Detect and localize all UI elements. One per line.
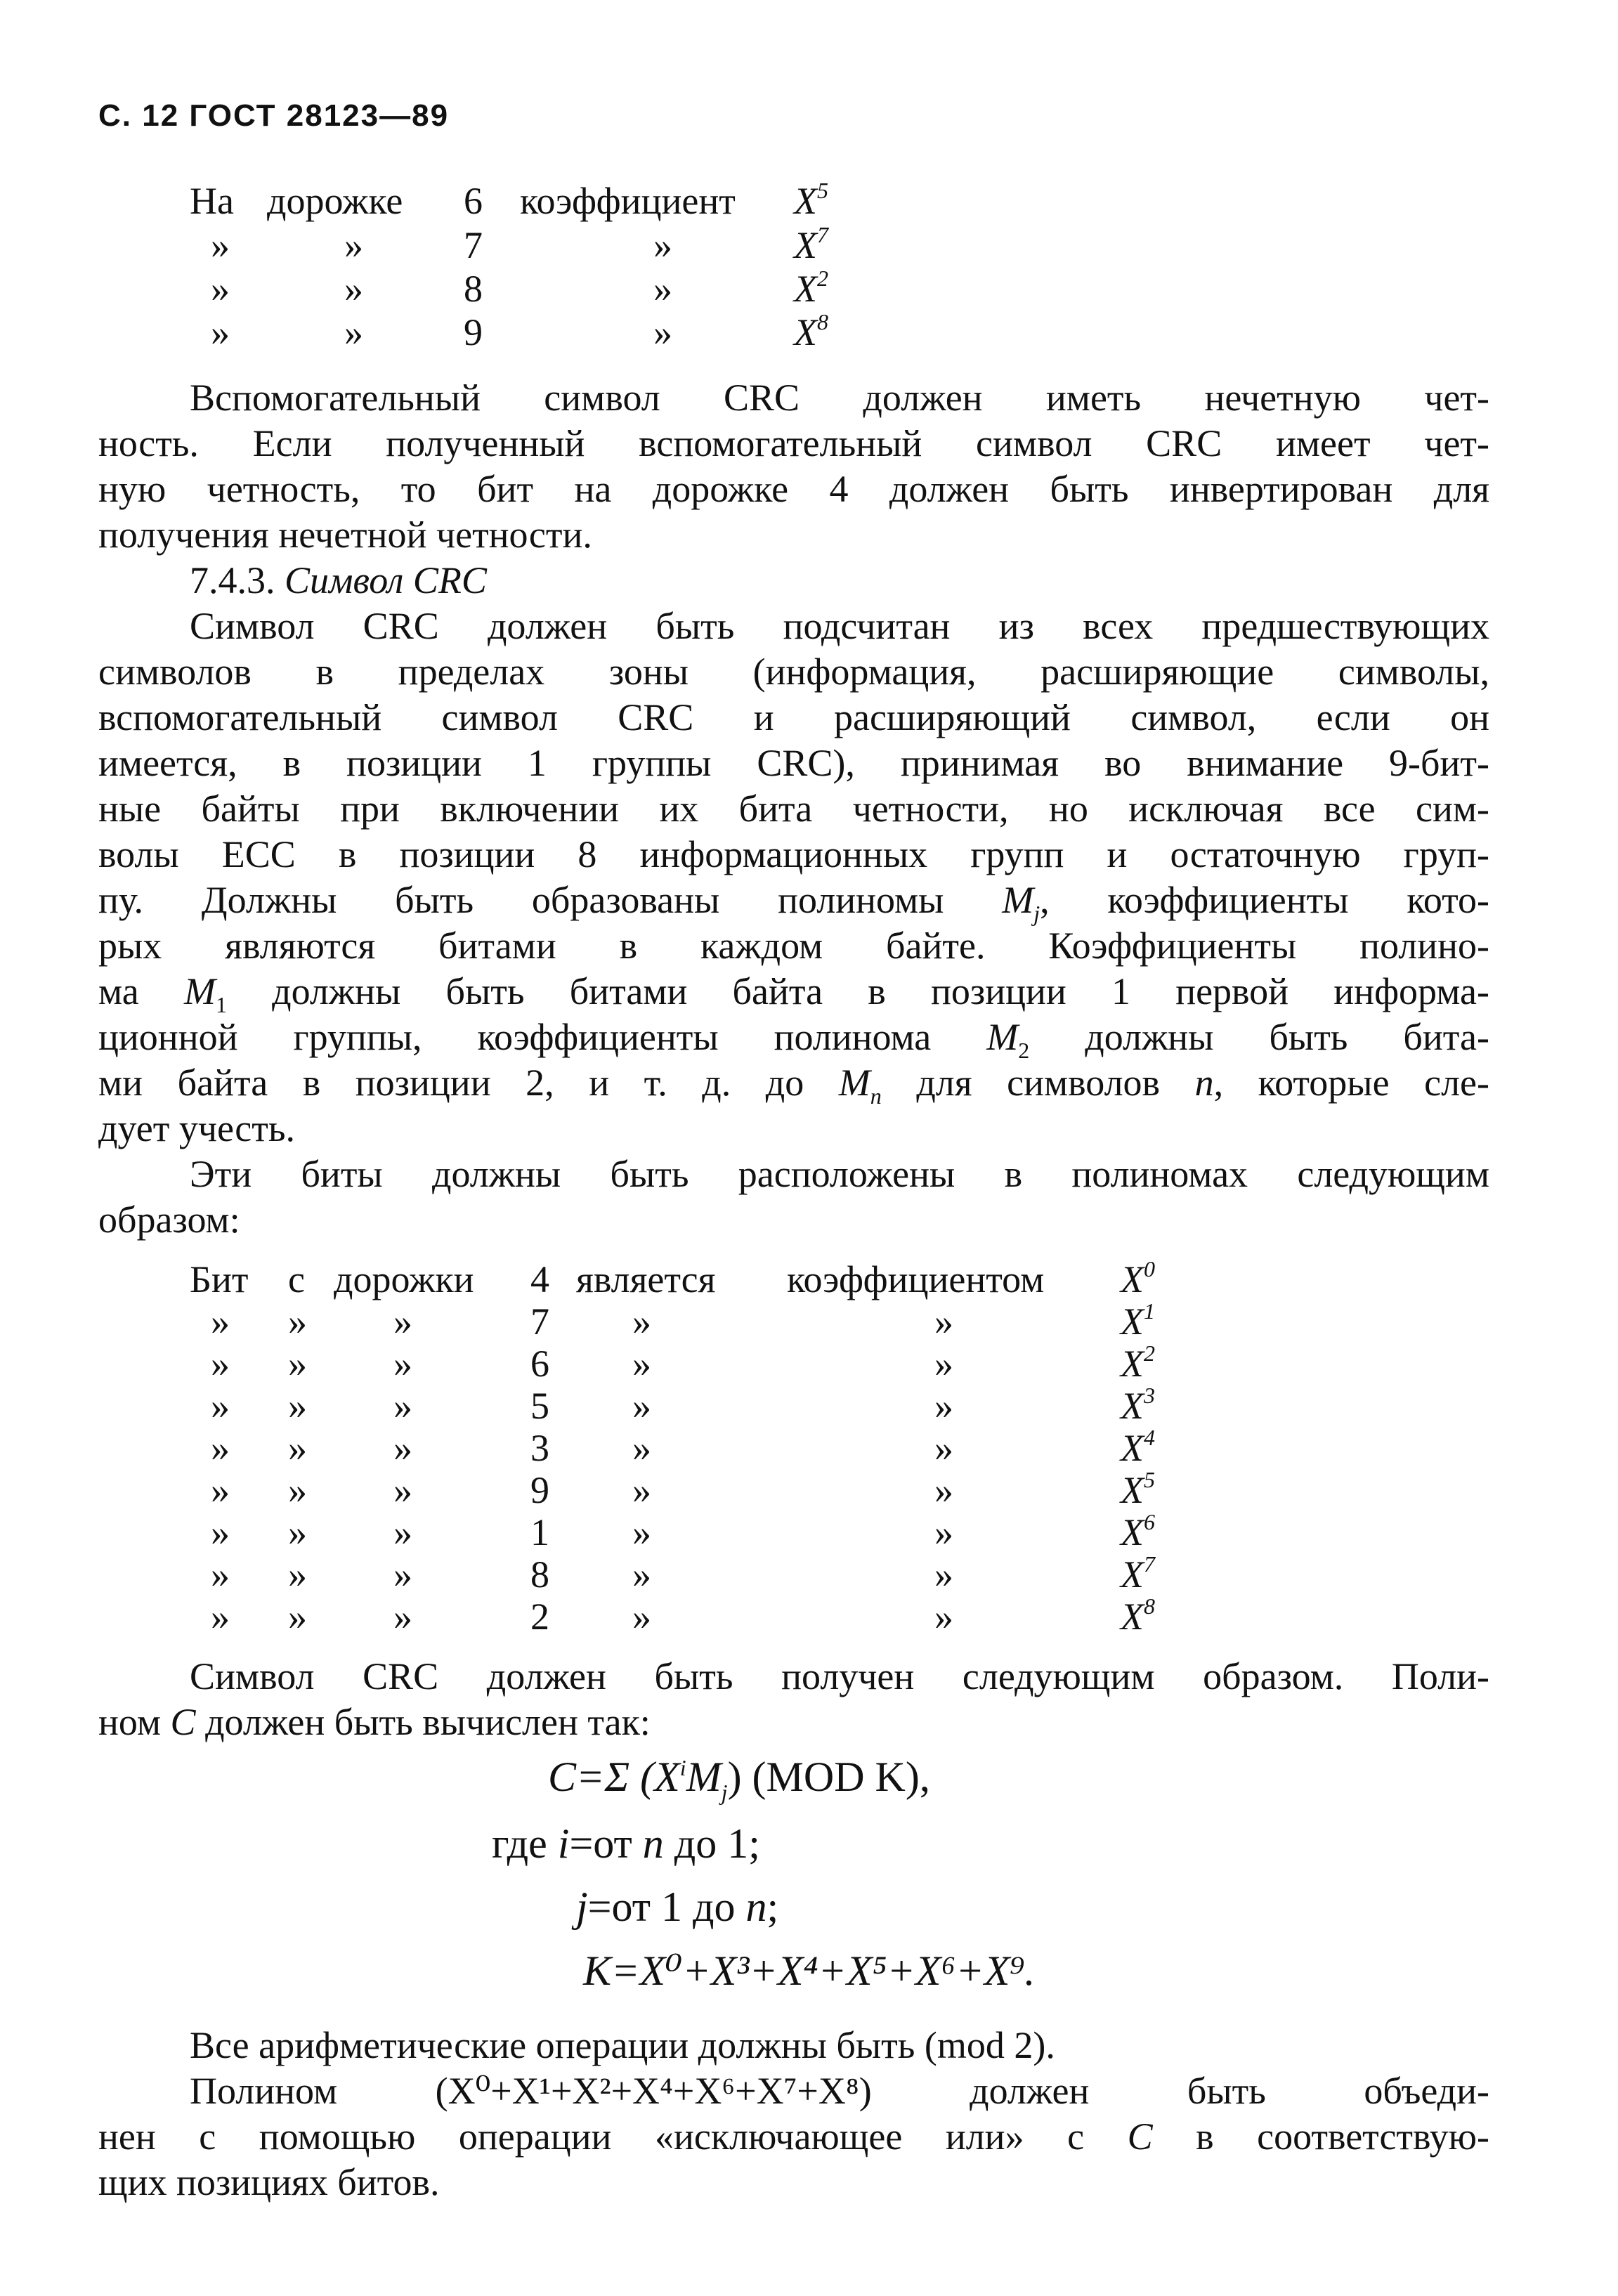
ditto-mark: » — [393, 1385, 412, 1427]
page-header: С. 12 ГОСТ 28123—89 — [98, 98, 450, 133]
ditto-mark: » — [344, 268, 363, 310]
ditto-mark: » — [632, 1300, 651, 1343]
ditto-mark: » — [934, 1300, 953, 1343]
ditto-mark: » — [211, 1427, 230, 1469]
table-cell: коэффициент — [520, 180, 736, 222]
paragraph-line: ма $M_1$ должны быть битами байта в позиции 1 первой информа- — [98, 970, 1489, 1017]
ditto-mark: » — [632, 1343, 651, 1385]
table-cell: 1 — [530, 1511, 549, 1553]
ditto-mark: » — [344, 311, 363, 353]
ditto-mark: » — [211, 1596, 230, 1638]
ditto-mark: » — [393, 1300, 412, 1343]
section-heading: 7.4.3. Символ CRC — [190, 559, 487, 601]
table-cell: 5 — [530, 1385, 549, 1427]
paragraph-line: ные байты при включении их бита четности, но исключая все сим- — [98, 788, 1489, 830]
table-cell: 3 — [530, 1427, 549, 1469]
table-cell: является — [576, 1258, 716, 1300]
paragraph-line: Символ CRC должен быть подсчитан из всех предшествующих — [190, 605, 1489, 647]
ditto-mark: » — [211, 311, 230, 353]
ditto-mark: » — [211, 1300, 230, 1343]
table-cell: 7 — [530, 1300, 549, 1343]
ditto-mark: » — [393, 1343, 412, 1385]
ditto-mark: » — [344, 224, 363, 266]
ditto-mark: » — [632, 1427, 651, 1469]
table-cell: 2 — [530, 1596, 549, 1638]
table-cell: 7 — [464, 224, 483, 266]
table-cell: $X^5$ — [794, 178, 828, 222]
crc-formula: C=Σ $(X^iM_j)$ (MOD K), — [548, 1754, 930, 1805]
formula-condition-i: где i=от n до 1; — [492, 1820, 760, 1867]
paragraph-line: Вспомогательный символ CRC должен иметь нечетную чет- — [190, 377, 1489, 419]
ditto-mark: » — [934, 1343, 953, 1385]
paragraph-line: Полином (X⁰+X¹+X²+X⁴+X⁶+X⁷+X⁸) должен быть объеди- — [190, 2070, 1489, 2112]
paragraph-line: пу. Должны быть образованы полиномы $M_j$, коэффициенты кото- — [98, 879, 1489, 926]
ditto-mark: » — [653, 224, 672, 266]
ditto-mark: » — [393, 1511, 412, 1553]
ditto-mark: » — [288, 1596, 307, 1638]
ditto-mark: » — [934, 1553, 953, 1596]
table-cell: $X^8$ — [794, 309, 828, 353]
ditto-mark: » — [211, 1511, 230, 1553]
ditto-mark: » — [211, 268, 230, 310]
ditto-mark: » — [288, 1553, 307, 1596]
table-cell: $X^7$ — [1121, 1551, 1155, 1596]
ditto-mark: » — [632, 1385, 651, 1427]
table-cell: с — [288, 1258, 305, 1300]
table-cell: дорожки — [334, 1258, 474, 1300]
paragraph-line: дует учесть. — [98, 1107, 295, 1149]
ditto-mark: » — [653, 311, 672, 353]
ditto-mark: » — [393, 1596, 412, 1638]
ditto-mark: » — [632, 1469, 651, 1511]
ditto-mark: » — [211, 1385, 230, 1427]
ditto-mark: » — [632, 1596, 651, 1638]
paragraph-line: вспомогательный символ CRC и расширяющий символ, если он — [98, 696, 1489, 738]
table-cell: $X^7$ — [794, 222, 828, 266]
ditto-mark: » — [288, 1469, 307, 1511]
ditto-mark: » — [288, 1300, 307, 1343]
table-cell: 8 — [530, 1553, 549, 1596]
table-cell: 6 — [530, 1343, 549, 1385]
paragraph-line: образом: — [98, 1199, 240, 1241]
table-cell: $X^4$ — [1121, 1425, 1155, 1469]
ditto-mark: » — [211, 224, 230, 266]
paragraph-line: рых являются битами в каждом байте. Коэффициенты полино- — [98, 925, 1489, 967]
table-cell: $X^1$ — [1121, 1298, 1155, 1343]
ditto-mark: » — [393, 1427, 412, 1469]
table-cell: 9 — [530, 1469, 549, 1511]
table-cell: $X^3$ — [1121, 1383, 1155, 1427]
table-cell: $X^6$ — [1121, 1509, 1155, 1553]
paragraph-line: ную четность, то бит на дорожке 4 должен быть инвертирован для — [98, 468, 1489, 510]
table-cell: 6 — [464, 180, 483, 222]
ditto-mark: » — [393, 1469, 412, 1511]
formula-condition-j: j=от 1 до n; — [576, 1884, 779, 1930]
table-cell: $X^8$ — [1121, 1593, 1155, 1638]
paragraph-line: символов в пределах зоны (информация, расширяющие символы, — [98, 651, 1489, 693]
paragraph-line: ном C должен быть вычислен так: — [98, 1701, 651, 1743]
paragraph-line: Эти биты должны быть расположены в полиномах следующим — [190, 1153, 1489, 1195]
table-cell: $X^5$ — [1121, 1467, 1155, 1511]
table-cell: $X^0$ — [1121, 1256, 1155, 1300]
paragraph-line: Символ CRC должен быть получен следующим образом. Поли- — [190, 1655, 1489, 1697]
paragraph-line: имеется, в позиции 1 группы CRC), принимая во внимание 9-бит- — [98, 742, 1489, 784]
ditto-mark: » — [288, 1427, 307, 1469]
table-cell: коэффициентом — [787, 1258, 1045, 1300]
paragraph-line: ность. Если полученный вспомогательный символ CRC имеет чет- — [98, 422, 1489, 464]
table-cell: $X^2$ — [794, 266, 828, 310]
ditto-mark: » — [934, 1596, 953, 1638]
paragraph-line: ми байта в позиции 2, и т. д. до $M_n$ для символов n, которые сле- — [98, 1062, 1489, 1109]
ditto-mark: » — [934, 1385, 953, 1427]
paragraph-line: нен с помощью операции «исключающее или» с C в соответствую- — [98, 2115, 1489, 2158]
table-cell: $X^2$ — [1121, 1341, 1155, 1385]
table-cell: Бит — [190, 1258, 249, 1300]
ditto-mark: » — [211, 1553, 230, 1596]
table-cell: 8 — [464, 268, 483, 310]
paragraph-line: получения нечетной четности. — [98, 514, 592, 556]
ditto-mark: » — [934, 1469, 953, 1511]
table-cell: 9 — [464, 311, 483, 353]
table-cell: На — [190, 180, 234, 222]
paragraph-line: Все арифметические операции должны быть (mod 2). — [190, 2024, 1055, 2066]
ditto-mark: » — [934, 1511, 953, 1553]
ditto-mark: » — [288, 1343, 307, 1385]
ditto-mark: » — [288, 1511, 307, 1553]
ditto-mark: » — [211, 1343, 230, 1385]
table-cell: 4 — [530, 1258, 549, 1300]
paragraph-line: щих позициях битов. — [98, 2161, 440, 2203]
ditto-mark: » — [211, 1469, 230, 1511]
ditto-mark: » — [934, 1427, 953, 1469]
ditto-mark: » — [393, 1553, 412, 1596]
ditto-mark: » — [288, 1385, 307, 1427]
paragraph-line: ционной группы, коэффициенты полинома $M_2$ должны быть бита- — [98, 1016, 1490, 1063]
ditto-mark: » — [632, 1511, 651, 1553]
table-cell: дорожке — [267, 180, 403, 222]
paragraph-line: волы ЕСС в позиции 8 информационных групп и остаточную груп- — [98, 833, 1489, 875]
ditto-mark: » — [632, 1553, 651, 1596]
generator-polynomial: K=X⁰+X³+X⁴+X⁵+X⁶+X⁹. — [583, 1948, 1036, 1994]
ditto-mark: » — [653, 268, 672, 310]
